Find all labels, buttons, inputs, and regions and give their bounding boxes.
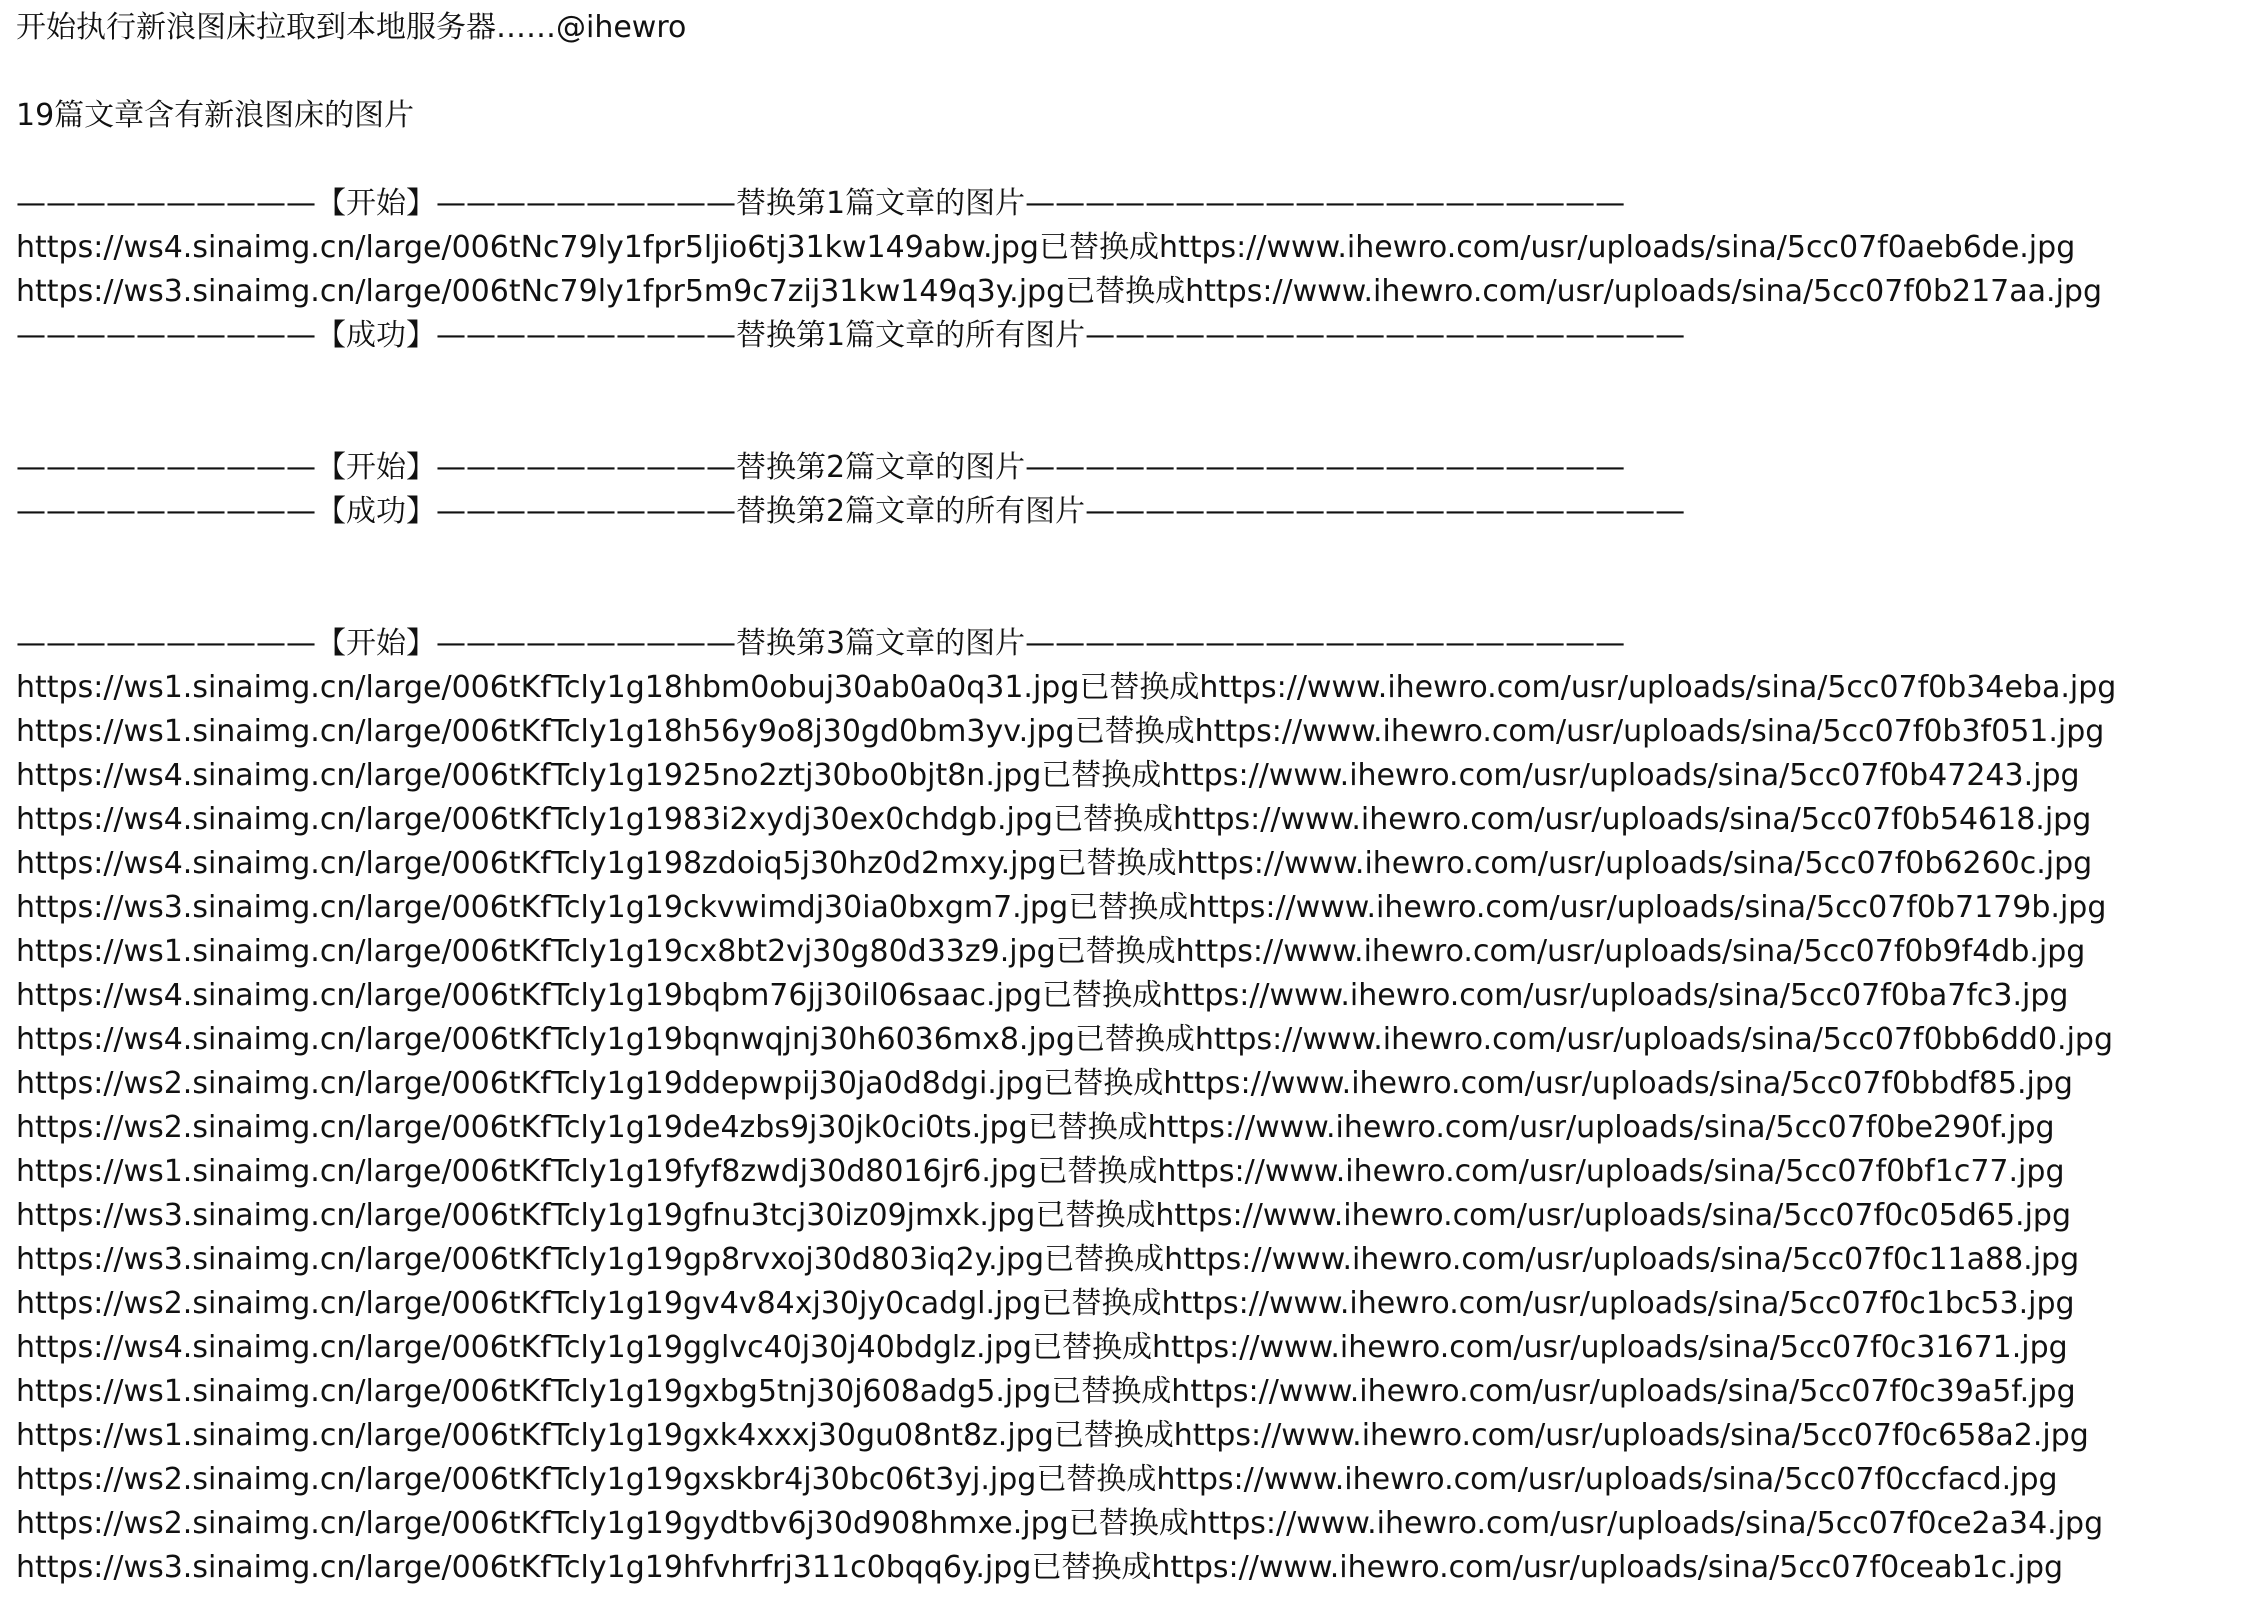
replacement-line: https://ws3.sinaimg.cn/large/006tNc79ly1fpr5m9c7zij31kw149q3y.jpg已替换成https://www.ihewro.com/usr/uploads/sina/5cc07f0b217aa.jpg	[16, 274, 2102, 309]
article-start-line: ——————————【开始】——————————替换第3篇文章的图片————————————————————	[16, 626, 1626, 661]
replacement-line: https://ws3.sinaimg.cn/large/006tKfTcly1g19ckvwimdj30ia0bxgm7.jpg已替换成https://www.ihewro.com/usr/uploads/sina/5cc07f0b7179b.jpg	[16, 890, 2107, 925]
replacement-line: https://ws2.sinaimg.cn/large/006tKfTcly1g19gv4v84xj30jy0cadgl.jpg已替换成https://www.ihewro.com/usr/uploads/sina/5cc07f0c1bc53.jpg	[16, 1286, 2075, 1321]
replacement-line: https://ws4.sinaimg.cn/large/006tKfTcly1g198zdoiq5j30hz0d2mxy.jpg已替换成https://www.ihewro.com/usr/uploads/sina/5cc07f0b6260c.jpg	[16, 846, 2093, 881]
replacement-line: https://ws4.sinaimg.cn/large/006tKfTcly1g1983i2xydj30ex0chdgb.jpg已替换成https://www.ihewro.com/usr/uploads/sina/5cc07f0b54618.jpg	[16, 802, 2092, 837]
replacement-line: https://ws2.sinaimg.cn/large/006tKfTcly1g19gydtbv6j30d908hmxe.jpg已替换成https://www.ihewro.com/usr/uploads/sina/5cc07f0ce2a34.jpg	[16, 1506, 2104, 1541]
replacement-line: https://ws3.sinaimg.cn/large/006tKfTcly1g19hfvhrfrj311c0bqq6y.jpg已替换成https://www.ihewro.com/usr/uploads/sina/5cc07f0ceab1c.jpg	[16, 1550, 2064, 1585]
article-start-line: ——————————【开始】——————————替换第1篇文章的图片————————————————————	[16, 186, 1626, 221]
article-end-line: ——————————【成功】——————————替换第2篇文章的所有图片————————————————————	[16, 494, 1686, 529]
replacement-line: https://ws2.sinaimg.cn/large/006tKfTcly1g19gxskbr4j30bc06t3yj.jpg已替换成https://www.ihewro.com/usr/uploads/sina/5cc07f0ccfacd.jpg	[16, 1462, 2058, 1497]
replacement-line: https://ws1.sinaimg.cn/large/006tKfTcly1g19gxbg5tnj30j608adg5.jpg已替换成https://www.ihewro.com/usr/uploads/sina/5cc07f0c39a5f.jpg	[16, 1374, 2076, 1409]
replacement-line: https://ws2.sinaimg.cn/large/006tKfTcly1g19de4zbs9j30jk0ci0ts.jpg已替换成https://www.ihewro.com/usr/uploads/sina/5cc07f0be290f.jpg	[16, 1110, 2055, 1145]
log-spacer	[16, 534, 2256, 578]
replacement-line: https://ws4.sinaimg.cn/large/006tKfTcly1g19bqbm76jj30il06saac.jpg已替换成https://www.ihewro.com/usr/uploads/sina/5cc07f0ba7fc3.jpg	[16, 978, 2069, 1013]
replacement-line: https://ws1.sinaimg.cn/large/006tKfTcly1g19cx8bt2vj30g80d33z9.jpg已替换成https://www.ihewro.com/usr/uploads/sina/5cc07f0b9f4db.jpg	[16, 934, 2086, 969]
replacement-line: https://ws3.sinaimg.cn/large/006tKfTcly1g19gfnu3tcj30iz09jmxk.jpg已替换成https://www.ihewro.com/usr/uploads/sina/5cc07f0c05d65.jpg	[16, 1198, 2072, 1233]
replacement-line: https://ws4.sinaimg.cn/large/006tKfTcly1g19gglvc40j30j40bdglz.jpg已替换成https://www.ihewro.com/usr/uploads/sina/5cc07f0c31671.jpg	[16, 1330, 2068, 1365]
log-spacer	[16, 138, 2256, 182]
log-summary: 19篇文章含有新浪图床的图片	[16, 98, 415, 133]
article-start-line: ——————————【开始】——————————替换第2篇文章的图片————————————————————	[16, 450, 1626, 485]
article-end-line: ——————————【成功】——————————替换第1篇文章的所有图片————————————————————	[16, 318, 1686, 353]
log-title: 开始执行新浪图床拉取到本地服务器……@ihewro	[16, 10, 687, 45]
replacement-line: https://ws2.sinaimg.cn/large/006tKfTcly1g19ddepwpij30ja0d8dgi.jpg已替换成https://www.ihewro.com/usr/uploads/sina/5cc07f0bbdf85.jpg	[16, 1066, 2073, 1101]
replacement-line: https://ws1.sinaimg.cn/large/006tKfTcly1g18h56y9o8j30gd0bm3yv.jpg已替换成https://www.ihewro.com/usr/uploads/sina/5cc07f0b3f051.jpg	[16, 714, 2105, 749]
log-spacer	[16, 358, 2256, 402]
replacement-line: https://ws4.sinaimg.cn/large/006tNc79ly1fpr5ljio6tj31kw149abw.jpg已替换成https://www.ihewro.com/usr/uploads/sina/5cc07f0aeb6de.jpg	[16, 230, 2076, 265]
replacement-line: https://ws4.sinaimg.cn/large/006tKfTcly1g1925no2ztj30bo0bjt8n.jpg已替换成https://www.ihewro.com/usr/uploads/sina/5cc07f0b47243.jpg	[16, 758, 2080, 793]
replacement-line: https://ws4.sinaimg.cn/large/006tKfTcly1g19bqnwqjnj30h6036mx8.jpg已替换成https://www.ihewro.com/usr/uploads/sina/5cc07f0bb6dd0.jpg	[16, 1022, 2114, 1057]
log-spacer	[16, 578, 2256, 622]
log-spacer	[16, 402, 2256, 446]
replacement-line: https://ws1.sinaimg.cn/large/006tKfTcly1g19fyf8zwdj30d8016jr6.jpg已替换成https://www.ihewro.com/usr/uploads/sina/5cc07f0bf1c77.jpg	[16, 1154, 2065, 1189]
replacement-line: https://ws1.sinaimg.cn/large/006tKfTcly1g19gxk4xxxj30gu08nt8z.jpg已替换成https://www.ihewro.com/usr/uploads/sina/5cc07f0c658a2.jpg	[16, 1418, 2089, 1453]
log-spacer	[16, 50, 2256, 94]
replacement-line: https://ws3.sinaimg.cn/large/006tKfTcly1g19gp8rvxoj30d803iq2y.jpg已替换成https://www.ihewro.com/usr/uploads/sina/5cc07f0c11a88.jpg	[16, 1242, 2080, 1277]
replacement-line: https://ws1.sinaimg.cn/large/006tKfTcly1g18hbm0obuj30ab0a0q31.jpg已替换成https://www.ihewro.com/usr/uploads/sina/5cc07f0b34eba.jpg	[16, 670, 2117, 705]
output-log	[16, 6, 2256, 1590]
